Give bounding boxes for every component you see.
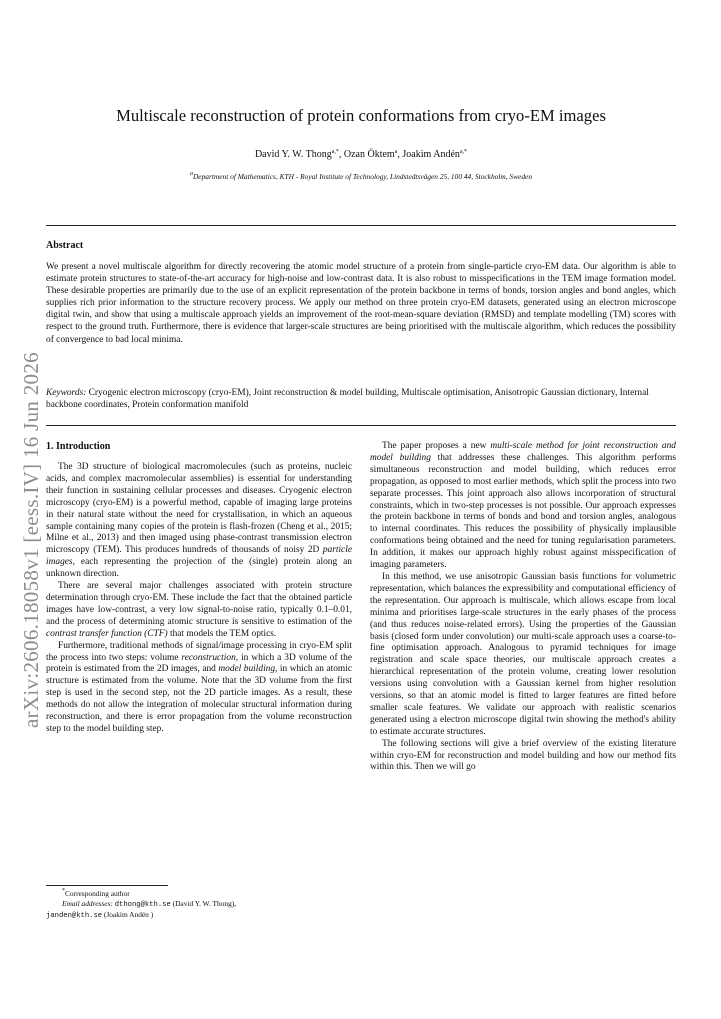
author-list: David Y. W. Thong$^{a,*}$, Ozan Öktem$^a$, Joakim Andén$^{a,*}$ — [254, 149, 468, 160]
paragraph: In this method, we use anisotropic Gaussian basis functions for volumetric representation, which balances the expressibility and computational efficiency of the representation. Our approach is multiscale, which allows escape from local minima and prioritises large-scale structures in the early phases of the process (and thus reduces noise-related errors). Using the properties of the Gaussian basis (closed form under convolution) our multi-scale approach uses a coarse-to-fine optimisation approach. Analogous to pyramid techniques for image registration and scale space theories, our multiscale approach creates a hierarchical representation of the protein volume, creating lower resolution versions using convolution with a Gaussian kernel from higher resolution versions, so that an atomic model is fitted to larger features are fitted before smaller scale features. We validate our approach with realistic scenarios generated using a electron microscope digital twin showing the method's ability to estimate accurate structures. — [370, 571, 676, 737]
email-link[interactable]: dthong@kth.se — [114, 901, 171, 909]
email-link[interactable]: janden@kth.se — [46, 912, 103, 920]
corresponding-author-note: *Corresponding author — [62, 888, 130, 898]
affiliation-mark: a — [189, 171, 193, 177]
author-name: David Y. W. Thong — [254, 149, 332, 160]
email-addresses-continued: janden@kth.se (Joakim Andén ) — [46, 910, 154, 920]
keywords-text: Cryogenic electron microscopy (cryo-EM), Joint reconstruction & model building, Multiscale optimisation, Anisotropic Gaussian dictionary, Internal backbone coordinates, Protein conformation manifold — [46, 388, 649, 411]
author-affiliation-mark: a,* — [331, 149, 339, 155]
keywords-label: Keywords: — [46, 388, 87, 398]
author-name: Joakim Andén — [402, 149, 460, 160]
paragraph: The following sections will give a brief overview of the existing literature within cryo-EM for reconstruction and model building and how our method fits within this. Then we will go — [370, 738, 676, 773]
author-affiliation-mark: a — [394, 149, 398, 155]
paragraph: There are several major challenges associated with protein structure determination through cryo-EM. These include the fact that the obtained particle images have low-contrast, a very low signal-to-noise ratio, typically 0.1–0.01, and the process of determining atomic structure is sensitive to estimation of the contrast transfer function (CTF) that models the TEM optics. — [46, 581, 352, 639]
abstract-top-rule — [46, 225, 676, 226]
footnotes — [46, 889, 352, 921]
left-column — [46, 440, 352, 736]
paragraph: The paper proposes a new multi-scale method for joint reconstruction and model building that addresses these challenges. This algorithm performs simultaneous reconstruction and model building, which reduces error propagation, as opposed to most earlier methods, which split the process into two separate processes. This joint approach also allows incorporation of structural constraints, which in two-step processes is not possible. Our approach expresses the protein backbone in terms of bonds and bond and torsion angles, analogous to internal coordinates. This reduces the possibility of physically implausible conformations being obtained and the need for tuning regularisation parameters. In addition, it makes our approach highly robust against misspecification of imaging parameters. — [370, 441, 676, 571]
author-affiliation — [46, 172, 676, 182]
abstract-bottom-rule — [46, 425, 676, 426]
right-column — [370, 440, 676, 774]
author-name: Ozan Öktem — [343, 149, 395, 160]
paragraph: The 3D structure of biological macromolecules (such as proteins, nucleic acids, and complex macromolecular assemblies) is essential for understanding their function in sustaining cellular processes and diseases. Cryogenic electron microscopy (cryo-EM) is a powerful method, capable of imaging large proteins in their natural state without the need for crystallisation, in which an aqueous sample containing many copies of the protein is flash-frozen (Cheng et al., 2015; Milne et al., 2013) and then imaged using phase-contrast transmission electron microscopy (TEM). This produces hundreds of thousands of noisy 2D particle images, each representing the projection of the (single) protein along an unknown direction. — [46, 462, 352, 580]
paragraph: Furthermore, traditional methods of signal/image processing in cryo-EM split the process into two steps: volume reconstruction, in which a 3D volume of the protein is estimated from the 2D images, and model building, in which an atomic structure is estimated from the volume. Note that the 3D volume from the first step is used in the second step, not the 2D particle images. As a result, these methods do not allow the integration of molecular structural information during reconstruction, and there is error propagation from the volume reconstruction step to the model building step. — [46, 640, 352, 734]
affiliation-text: Department of Mathematics, KTH - Royal Institute of Technology, Lindstedtsvägen 25, 100 44, Stockholm, Sweden — [192, 172, 533, 181]
email-addresses: Email addresses: dthong@kth.se (David Y. W. Thong), — [62, 899, 237, 909]
footnote-rule — [46, 885, 168, 886]
abstract-heading: Abstract — [46, 240, 84, 251]
keywords — [46, 387, 676, 411]
arxiv-identifier-stamp: arXiv:2606.18058v1 [eess.IV] 16 Jun 2026 — [19, 352, 43, 728]
abstract-text: We present a novel multiscale algorithm for directly recovering the atomic model structure of a protein from single-particle cryo-EM data. Our algorithm is able to estimate protein structures to state-of-the-art accuracy for high-noise and low-contrast data. It is also robust to misspecifications in the TEM image formation model. These desirable properties are primarily due to the use of an explicit representation of the protein backbone in terms of bonds, torsion angles and bond angles, which supplies rich prior information to the structure recovery process. We apply our method on three protein cryo-EM datasets, generated using an electron microscope digital twin, and show that using a multiscale approach yields an improvement of the root-mean-square deviation (RMSD) and template modelling (TM) scores with respect to the ground truth. Furthermore, there is evidence that larger-scale structures are being prioritised with the multiscale algorithm, which reduces the possibility of convergence to bad local minima. — [46, 262, 676, 345]
author-affiliation-mark: a,* — [459, 149, 468, 155]
paper-title: Multiscale reconstruction of protein conformations from cryo-EM images — [116, 106, 606, 125]
section-heading-introduction: 1. Introduction — [46, 441, 111, 452]
